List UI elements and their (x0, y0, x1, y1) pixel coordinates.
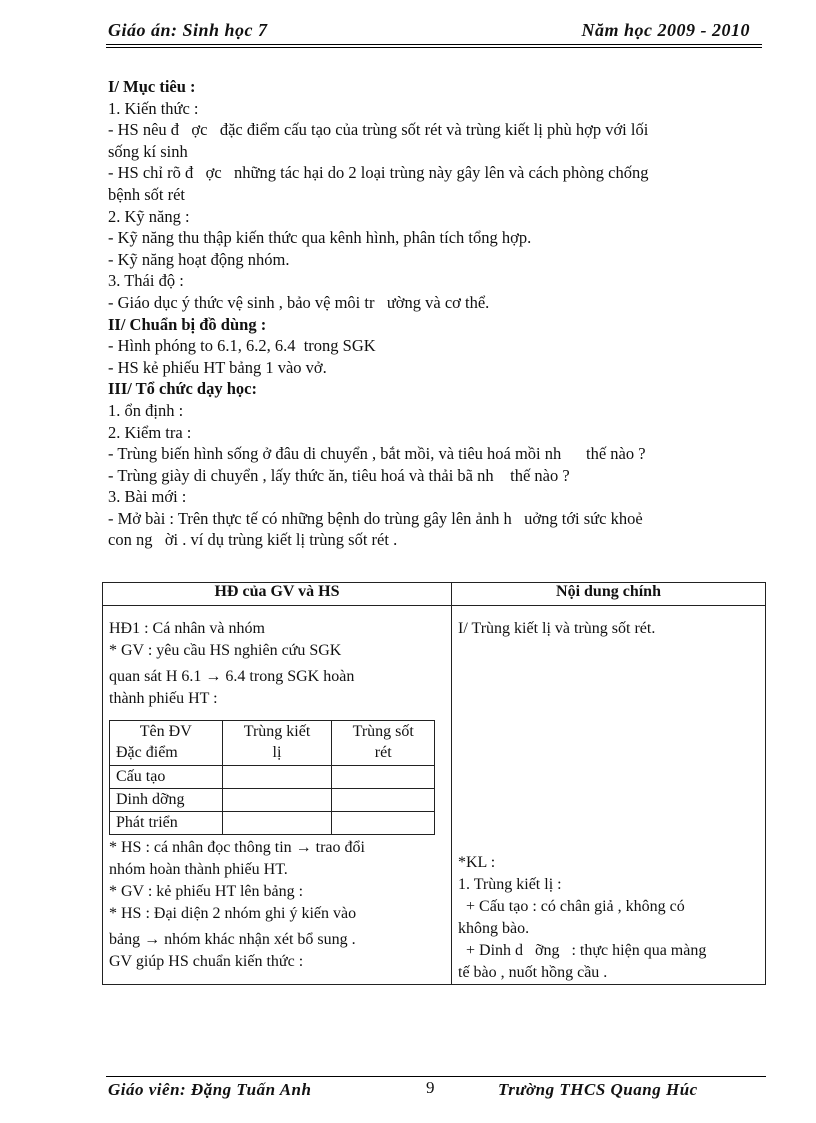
content-line: không bào. (458, 920, 530, 937)
worksheet-cell (222, 812, 332, 835)
body-line: sống kí sinh (108, 141, 188, 161)
body-line: - Hình phóng to 6.1, 6.2, 6.4 trong SGK (108, 336, 376, 356)
activity-line: HĐ1 : Cá nhân và nhóm (109, 620, 265, 637)
worksheet-table (109, 720, 435, 835)
worksheet-header-col3: Trùng sốt rét (332, 721, 435, 766)
activity-line: * HS : cá nhân đọc thông tin → trao đổi (109, 839, 365, 856)
footer-teacher: Giáo viên: Đặng Tuấn Anh (108, 1080, 312, 1099)
activity-line: * GV : yêu cầu HS nghiên cứu SGK (109, 642, 342, 659)
body-line: 3. Thái độ : (108, 271, 184, 291)
section-heading: II/ Chuẩn bị đồ dùng : (108, 314, 267, 334)
activity-line: GV giúp HS chuẩn kiến thức : (109, 953, 304, 970)
content-line: tế bào , nuốt hồng cầu . (458, 964, 608, 981)
lesson-table (102, 582, 766, 985)
footer-school: Trường THCS Quang Húc (498, 1080, 698, 1099)
col-header-activities: HĐ của GV và HS (103, 583, 452, 606)
content-cell (452, 606, 766, 985)
body-line: - Mở bài : Trên thực tế có những bệnh do trùng gây lên ảnh h uởng tới sức khoẻ (108, 508, 643, 528)
worksheet-header-col2: Trùng kiết lị (222, 721, 332, 766)
body-line: - HS kẻ phiếu HT bảng 1 vào vở. (108, 357, 327, 377)
content-line: + Cấu tạo : có chân giả , không có (458, 898, 685, 915)
header-year: Năm học 2009 - 2010 (581, 20, 750, 40)
page-number: 9 (426, 1078, 435, 1097)
body-line: con ng ời . ví dụ trùng kiết lị trùng sốt rét . (108, 530, 398, 550)
body-line: 3. Bài mới : (108, 487, 187, 507)
col-header-content: Nội dung chính (452, 583, 766, 606)
activity-line: bảng → nhóm khác nhận xét bổ sung . (109, 931, 356, 948)
body-line: - Kỹ năng hoạt động nhóm. (108, 249, 290, 269)
body-line: - Trùng biến hình sống ở đâu di chuyển , bắt mồi, và tiêu hoá mồi nh thế nào ? (108, 444, 646, 464)
activity-line: nhóm hoàn thành phiếu HT. (109, 861, 288, 878)
body-line: 2. Kiểm tra : (108, 422, 192, 442)
content-line: 1. Trùng kiết lị : (458, 876, 562, 893)
body-line: 1. ổn định : (108, 400, 184, 420)
header-divider (106, 44, 762, 48)
section-heading: III/ Tổ chức dạy học: (108, 379, 257, 399)
activities-cell (103, 606, 452, 985)
body-line: - Trùng giày di chuyển , lấy thức ăn, tiêu hoá và thải bã nh thế nào ? (108, 465, 570, 485)
worksheet-row-label: Dinh dỡng (110, 789, 223, 812)
document-body (108, 76, 748, 551)
worksheet-row-label: Cấu tạo (110, 766, 223, 789)
footer-divider (106, 1076, 766, 1077)
body-line: - Kỹ năng thu thập kiến thức qua kênh hình, phân tích tổng hợp. (108, 228, 532, 248)
activity-line: * GV : kẻ phiếu HT lên bảng : (109, 883, 304, 900)
worksheet-cell (222, 789, 332, 812)
header-title: Giáo án: Sinh học 7 (108, 20, 268, 40)
activity-line: * HS : Đại diện 2 nhóm ghi ý kiến vào (109, 905, 357, 922)
content-line: *KL : (458, 854, 496, 871)
activity-line: quan sát H 6.1 → 6.4 trong SGK hoàn (109, 668, 355, 685)
worksheet-cell (332, 789, 435, 812)
body-line: - HS chỉ rõ đ ợc những tác hại do 2 loại trùng này gây lên và cách phòng chống (108, 163, 649, 183)
worksheet-header-col1: Tên ĐV Đặc điểm (110, 721, 223, 766)
section-heading: I/ Mục tiêu : (108, 77, 196, 96)
body-line: - Giáo dục ý thức vệ sinh , bảo vệ môi tr ường và cơ thể. (108, 292, 490, 312)
body-line: 2. Kỹ năng : (108, 206, 190, 226)
worksheet-cell (222, 766, 332, 789)
worksheet-cell (332, 766, 435, 789)
body-line: bệnh sốt rét (108, 184, 185, 204)
content-heading: I/ Trùng kiết lị và trùng sốt rét. (458, 620, 656, 637)
worksheet-row-label: Phát triển (110, 812, 223, 835)
worksheet-cell (332, 812, 435, 835)
body-line: 1. Kiến thức : (108, 98, 199, 118)
body-line: - HS nêu đ ợc đặc điểm cấu tạo của trùng sốt rét và trùng kiết lị phù hợp với lối (108, 120, 649, 140)
activity-line: thành phiếu HT : (109, 690, 218, 707)
content-line: + Dinh d ỡng : thực hiện qua màng (458, 942, 707, 959)
